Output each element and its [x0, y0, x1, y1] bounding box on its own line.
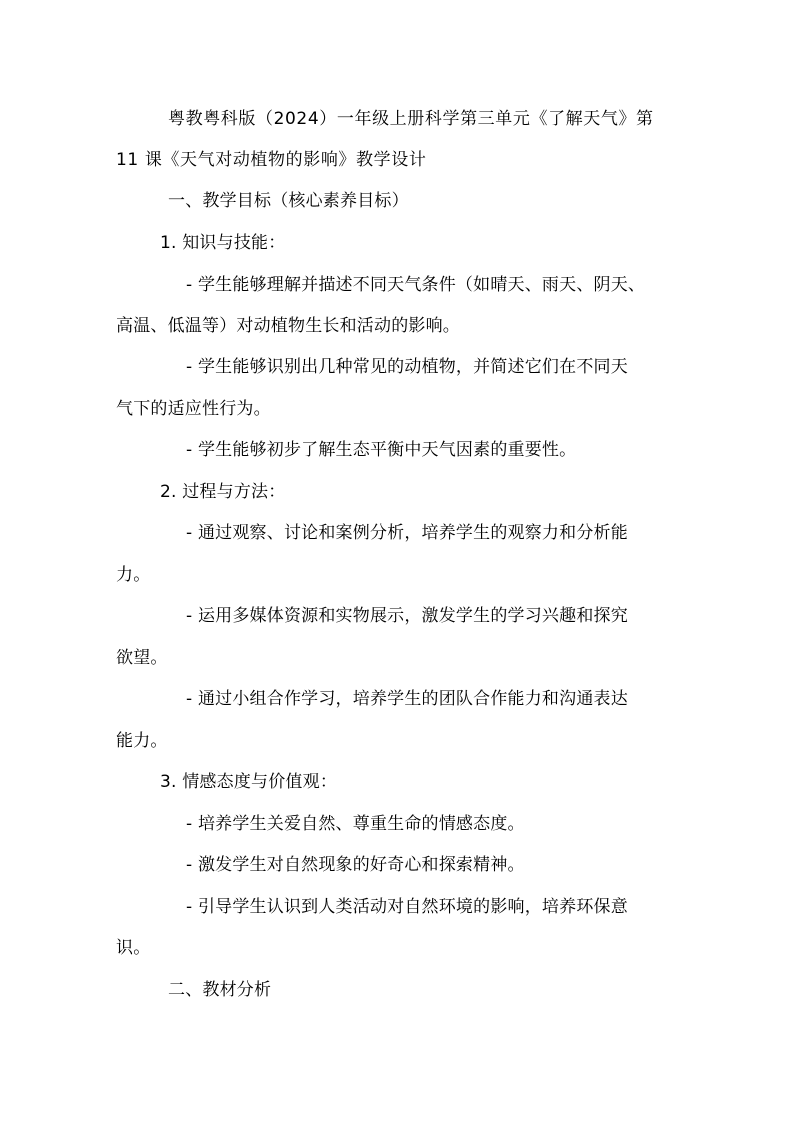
section-heading-textbook-analysis: 二、教材分析 [168, 980, 272, 1000]
subheading-attitudes-values: 3. 情感态度与价值观： [160, 772, 338, 792]
paragraph-line: - 学生能够识别出几种常见的动植物，并简述它们在不同天 [186, 357, 628, 377]
paragraph-line: - 通过观察、讨论和案例分析，培养学生的观察力和分析能 [186, 523, 628, 543]
document-title-line-1: 粤教粤科版（2024）一年级上册科学第三单元《了解天气》第 [168, 109, 654, 129]
paragraph-line: 识。 [116, 938, 151, 958]
subheading-knowledge-skills: 1. 知识与技能： [160, 233, 286, 253]
section-heading-objectives: 一、教学目标（核心素养目标） [168, 191, 409, 211]
paragraph-line: 气下的适应性行为。 [116, 399, 271, 419]
paragraph-line: 高温、低温等）对动植物生长和活动的影响。 [116, 316, 460, 336]
paragraph-line: - 运用多媒体资源和实物展示，激发学生的学习兴趣和探究 [186, 606, 628, 626]
paragraph-line: - 学生能够理解并描述不同天气条件（如晴天、雨天、阴天、 [186, 275, 646, 295]
paragraph-line: - 学生能够初步了解生态平衡中天气因素的重要性。 [186, 440, 577, 460]
paragraph-line: 力。 [116, 565, 151, 585]
document-title-line-2: 11 课《天气对动植物的影响》教学设计 [116, 150, 427, 170]
paragraph-line: - 引导学生认识到人类活动对自然环境的影响，培养环保意 [186, 897, 628, 917]
subheading-process-methods: 2. 过程与方法： [160, 482, 286, 502]
paragraph-line: - 通过小组合作学习，培养学生的团队合作能力和沟通表达 [186, 689, 628, 709]
paragraph-line: - 培养学生关爱自然、尊重生命的情感态度。 [186, 814, 525, 834]
paragraph-line: 欲望。 [116, 648, 168, 668]
paragraph-line: - 激发学生对自然现象的好奇心和探索精神。 [186, 855, 525, 875]
paragraph-line: 能力。 [116, 731, 168, 751]
